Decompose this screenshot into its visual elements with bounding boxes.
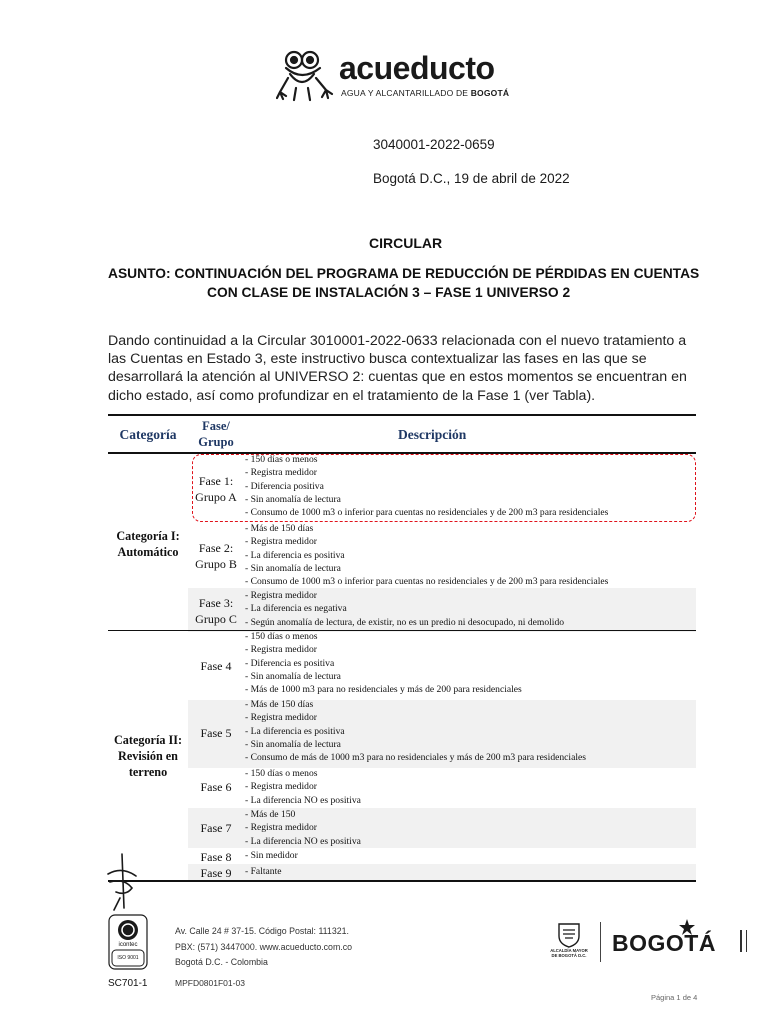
acueducto-logo xyxy=(276,48,536,108)
phase-label-2: Fase 2: Grupo B xyxy=(195,541,237,571)
criterion: - Más de 150 días xyxy=(245,698,586,711)
criterion: - 150 días o menos xyxy=(245,630,522,643)
phase-3-criteria xyxy=(245,589,564,629)
criterion: - Sin anomalía de lectura xyxy=(245,562,608,575)
criterion: - La diferencia es positiva xyxy=(245,549,608,562)
phase-4-criteria xyxy=(245,630,522,696)
criterion: - 150 días o menos xyxy=(245,767,361,780)
phase-label-4: Fase 4 xyxy=(200,659,232,673)
criterion: - Faltante xyxy=(245,865,282,878)
phase-6-criteria xyxy=(245,767,361,807)
table-top-rule xyxy=(108,414,696,416)
footer-divider xyxy=(600,922,601,962)
criterion: - Registra medidor xyxy=(245,643,522,656)
category-1: Categoría I: Automático xyxy=(116,529,180,559)
criterion: - Sin anomalía de lectura xyxy=(245,493,608,506)
form-code: MPFD0801F01-03 xyxy=(175,978,245,988)
iso-label: ISO 9001 xyxy=(117,955,139,961)
bogota-star-icon xyxy=(678,918,696,936)
criterion: - Sin anomalía de lectura xyxy=(245,738,586,751)
criterion: - La diferencia es positiva xyxy=(245,725,586,738)
criterion: - Registra medidor xyxy=(245,466,608,479)
cert-code: SC701-1 xyxy=(108,978,148,989)
frog-logo-icon xyxy=(276,48,336,104)
place-date: Bogotá D.C., 19 de abril de 2022 xyxy=(373,171,570,186)
criterion: - Más de 150 días xyxy=(245,522,608,535)
criterion: - Consumo de 1000 m3 o inferior para cuentas no residenciales y de 200 m3 para residenciales xyxy=(245,575,608,588)
criterion: - Diferencia es positiva xyxy=(245,657,522,670)
criterion: - Registra medidor xyxy=(245,535,608,548)
header-description: Descripción xyxy=(398,427,467,442)
phase-2-criteria xyxy=(245,522,608,588)
phase-label-3: Fase 3: Grupo C xyxy=(195,596,237,626)
criterion: - Más de 1000 m3 para no residenciales y más de 200 para residenciales xyxy=(245,683,522,696)
subject-line-2: CON CLASE DE INSTALACIÓN 3 – FASE 1 UNIVERSO 2 xyxy=(207,285,571,300)
header-category: Categoría xyxy=(119,427,177,442)
logo-wordmark: acueducto xyxy=(339,50,495,86)
subject-line-1: ASUNTO: CONTINUACIÓN DEL PROGRAMA DE REDUCCIÓN DE PÉRDIDAS EN CUENTAS xyxy=(108,266,700,281)
signature-icon xyxy=(102,852,142,912)
phase-label-9: Fase 9 xyxy=(200,866,232,880)
barcode-mark xyxy=(740,930,747,952)
criterion: - La diferencia NO es positiva xyxy=(245,794,361,807)
phase-5-criteria xyxy=(245,698,586,764)
intro-paragraph: Dando continuidad a la Circular 3010001-2022-0633 relacionada con el nuevo tratamiento a las Cuentas en Estado 3, este instructivo busca contextualizar las fases en las que se desarrollará la atención al UNIVERSO 2: cuentas que en estos momentos se encuentran en dicho estado, así como profundizar en el tratamiento de la Fase 1 (ver Tabla). xyxy=(108,333,687,404)
criterion: - Según anomalía de lectura, de existir, no es un predio ni desocupado, ni demolido xyxy=(245,616,564,629)
logo-tagline: AGUA Y ALCANTARILLADO DE BOGOTÁ xyxy=(341,88,510,98)
criterion: - Sin medidor xyxy=(245,849,298,862)
phase-8-criteria xyxy=(245,849,298,862)
phase-label-7: Fase 7 xyxy=(200,821,232,835)
document-type: CIRCULAR xyxy=(369,235,443,251)
reference-number: 3040001-2022-0659 xyxy=(373,137,495,152)
criterion: - Más de 150 xyxy=(245,808,361,821)
phase-1-highlight-box xyxy=(192,454,696,522)
criterion: - 150 días o menos xyxy=(245,453,608,466)
header-phase: Fase/ Grupo xyxy=(198,419,234,449)
phase-label-5: Fase 5 xyxy=(200,726,232,740)
criterion: - Diferencia positiva xyxy=(245,480,608,493)
alcaldia-shield-icon xyxy=(556,922,582,948)
footer-address: Av. Calle 24 # 37-15. Código Postal: 111321. PBX: (571) 3447000. www.acueducto.com.co Bogotá D.C. - Colombia xyxy=(175,926,353,967)
criterion: - Sin anomalía de lectura xyxy=(245,670,522,683)
phases-table xyxy=(108,414,696,884)
criterion: - Registra medidor xyxy=(245,780,361,793)
criterion: - La diferencia NO es positiva xyxy=(245,835,361,848)
criterion: - Registra medidor xyxy=(245,589,564,602)
page-number: Página 1 de 4 xyxy=(651,993,698,1002)
criterion: - Consumo de 1000 m3 o inferior para cuentas no residenciales y de 200 m3 para residenciales xyxy=(245,506,608,519)
phase-label-6: Fase 6 xyxy=(200,780,232,794)
category-2: Categoría II: Revisión en terreno xyxy=(113,733,183,779)
phase-label-1: Fase 1: Grupo A xyxy=(195,474,237,504)
criterion: - Consumo de más de 1000 m3 para no residenciales y más de 200 m3 para residenciales xyxy=(245,751,586,764)
alcaldia-label: ALCALDÍA MAYOR DE BOGOTÁ D.C. xyxy=(550,948,588,958)
criterion: - Registra medidor xyxy=(245,821,361,834)
icontec-label: icontec xyxy=(118,942,138,948)
phase-9-criteria xyxy=(245,865,282,878)
criterion: - Registra medidor xyxy=(245,711,586,724)
criterion: - La diferencia es negativa xyxy=(245,602,564,615)
bogota-brand: BOGOTÁ xyxy=(612,930,716,956)
icontec-seal xyxy=(108,914,148,970)
phase-7-criteria xyxy=(245,808,361,848)
phase-label-8: Fase 8 xyxy=(200,850,232,864)
